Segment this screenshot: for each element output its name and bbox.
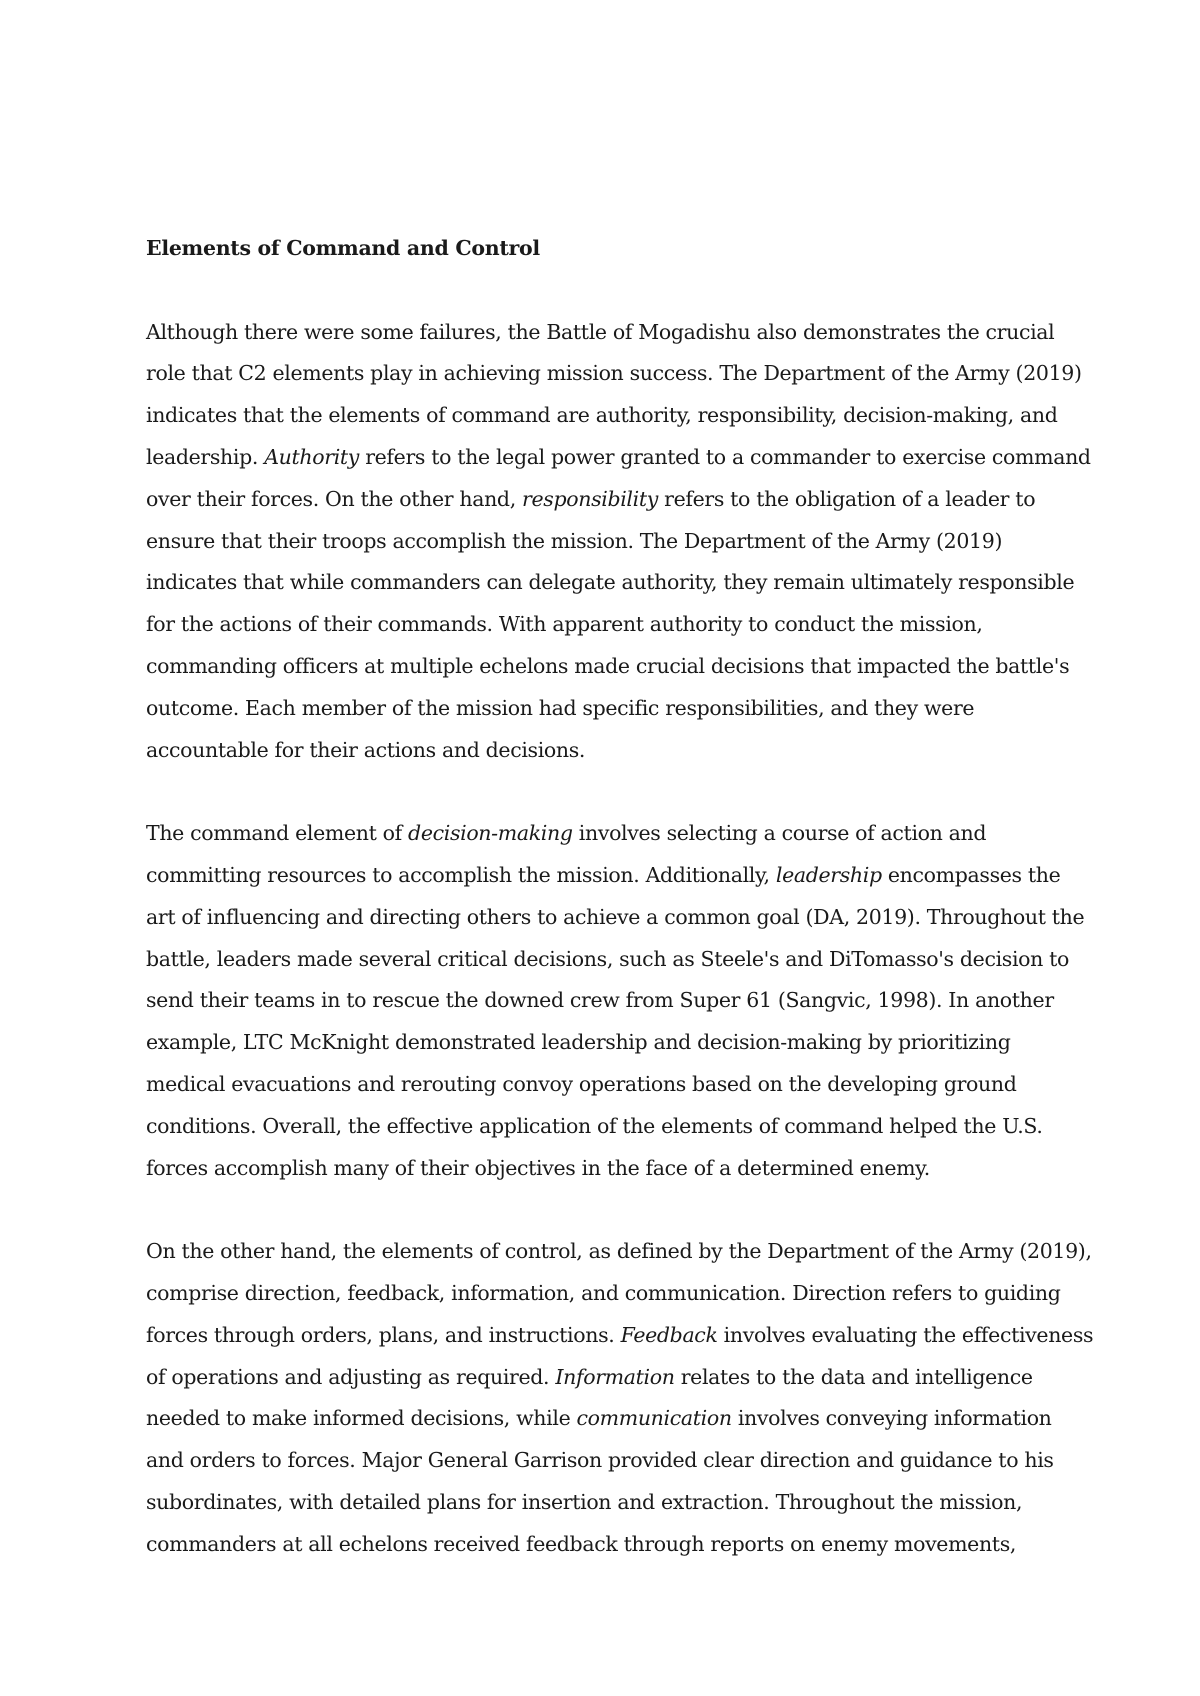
paragraph-container — [146, 312, 1094, 1566]
text-line — [146, 688, 1061, 730]
text-run: forces through orders, plans, and instructions. — [146, 1322, 621, 1347]
emphasized-term: Authority — [264, 444, 360, 469]
text-run: commanding officers at multiple echelons made crucial decisions that impacted the battle's — [146, 653, 1070, 678]
emphasized-term: communication — [576, 1406, 732, 1431]
text-run: involves selecting a course of action and — [572, 821, 987, 846]
text-line — [146, 1273, 1061, 1315]
text-line — [146, 1022, 1061, 1064]
text-line — [146, 1398, 1061, 1440]
text-run: involves evaluating the effectiveness — [717, 1322, 1094, 1347]
text-run: role that C2 elements play in achieving mission success. The Department of the Army (2019) — [146, 361, 1082, 386]
body-paragraph — [146, 312, 1091, 772]
text-run: commanders at all echelons received feedback through reports on enemy movements, — [146, 1531, 1017, 1556]
text-line — [146, 897, 1085, 939]
text-line — [146, 1148, 1061, 1190]
emphasized-term: decision-making — [408, 821, 573, 846]
text-run: battle, leaders made several critical decisions, such as Steele's and DiTomasso's decision to — [146, 946, 1070, 971]
emphasized-term: Information — [555, 1364, 675, 1389]
text-run: comprise direction, feedback, information, and communication. Direction refers to guiding — [146, 1280, 1061, 1305]
text-line — [146, 1357, 1061, 1399]
text-line — [146, 395, 1061, 437]
text-line — [146, 1524, 1061, 1566]
text-run: medical evacuations and rerouting convoy operations based on the developing ground — [146, 1071, 1017, 1096]
emphasized-term: leadership — [775, 862, 882, 887]
text-run: refers to the legal power granted to a commander to exercise command — [359, 444, 1091, 469]
text-run: over their forces. On the other hand, — [146, 486, 523, 511]
text-run: and orders to forces. Major General Garrison provided clear direction and guidance to his — [146, 1448, 1054, 1473]
text-run: refers to the obligation of a leader to — [657, 486, 1036, 511]
text-run: relates to the data and intelligence — [674, 1364, 1033, 1389]
text-line — [146, 1064, 1061, 1106]
document-body — [146, 228, 1094, 1607]
text-run: send their teams in to rescue the downed crew from Super 61 (Sangvic, 1998). In another — [146, 988, 1054, 1013]
text-line — [146, 939, 1070, 981]
text-run: involves conveying information — [731, 1406, 1052, 1431]
text-line — [146, 1440, 1061, 1482]
text-run: indicates that the elements of command are authority, responsibility, decision-making, and — [146, 403, 1058, 428]
text-run: On the other hand, the elements of control, as defined by the Department of the Army (2019), — [146, 1239, 1092, 1264]
text-run: for the actions of their commands. With apparent authority to conduct the mission, — [146, 612, 983, 637]
text-line — [146, 437, 1091, 479]
text-line — [146, 604, 1061, 646]
text-run: encompasses the — [881, 862, 1061, 887]
text-line — [146, 312, 1061, 354]
body-paragraph — [146, 813, 1085, 1189]
text-run: needed to make informed decisions, while — [146, 1406, 577, 1431]
text-run: outcome. Each member of the mission had specific responsibilities, and they were — [146, 695, 975, 720]
text-run: leadership. — [146, 444, 265, 469]
text-run: forces accomplish many of their objectives in the face of a determined enemy. — [146, 1155, 930, 1180]
text-run: indicates that while commanders can delegate authority, they remain ultimately responsible — [146, 570, 1075, 595]
text-run: art of influencing and directing others to achieve a common goal (DA, 2019). Throughout the — [146, 904, 1085, 929]
text-line — [146, 980, 1061, 1022]
text-run: committing resources to accomplish the mission. Additionally, — [146, 862, 776, 887]
text-run: The command element of — [146, 821, 409, 846]
text-line — [146, 730, 1061, 772]
text-run: conditions. Overall, the effective application of the elements of command helped the U.S. — [146, 1113, 1043, 1138]
text-run: accountable for their actions and decisions. — [146, 737, 586, 762]
text-line — [146, 855, 1061, 897]
text-run: example, LTC McKnight demonstrated leadership and decision-making by prioritizing — [146, 1030, 1011, 1055]
text-line — [146, 562, 1075, 604]
text-line — [146, 521, 1061, 563]
text-line — [146, 479, 1061, 521]
text-run: ensure that their troops accomplish the mission. The Department of the Army (2019) — [146, 528, 1003, 553]
text-line — [146, 1106, 1061, 1148]
emphasized-term: responsibility — [522, 486, 658, 511]
emphasized-term: Feedback — [620, 1322, 718, 1347]
text-run: of operations and adjusting as required. — [146, 1364, 556, 1389]
text-line — [146, 1315, 1094, 1357]
text-run: subordinates, with detailed plans for insertion and extraction. Throughout the mission, — [146, 1489, 1023, 1514]
text-line — [146, 646, 1070, 688]
text-run: Although there were some failures, the Battle of Mogadishu also demonstrates the crucial — [146, 319, 1055, 344]
section-heading: Elements of Command and Control — [146, 236, 540, 260]
text-line — [146, 1231, 1092, 1273]
text-line — [146, 353, 1082, 395]
text-line — [146, 813, 1061, 855]
text-line — [146, 1482, 1061, 1524]
body-paragraph — [146, 1231, 1094, 1565]
